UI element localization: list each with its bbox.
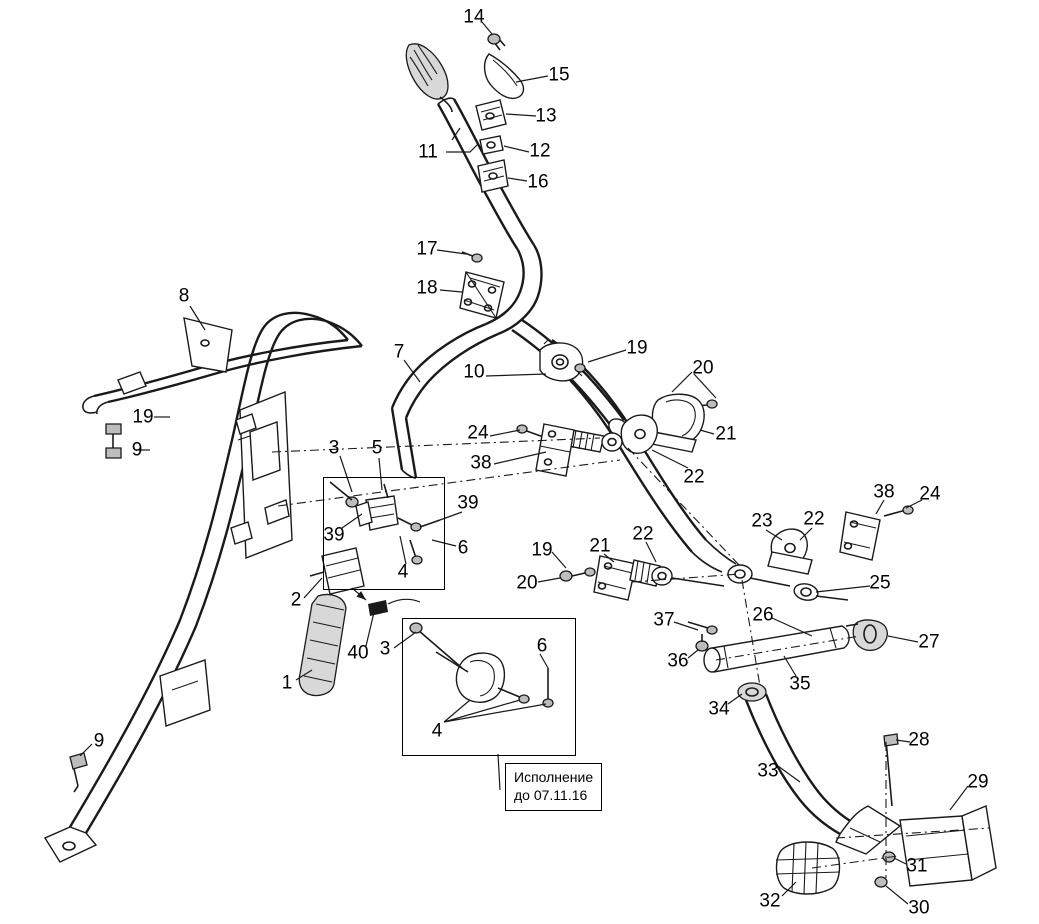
callout-number: 30 bbox=[908, 897, 930, 919]
callout-number: 4 bbox=[431, 720, 443, 742]
callout-number: 12 bbox=[529, 140, 551, 162]
lower-grip bbox=[299, 595, 346, 696]
callout-number: 39 bbox=[457, 492, 479, 514]
callout-number: 20 bbox=[516, 572, 538, 594]
callout-number: 28 bbox=[908, 729, 930, 751]
callout-number: 9 bbox=[131, 439, 143, 461]
inset-frame-early-version bbox=[402, 618, 576, 756]
callout-number: 10 bbox=[463, 361, 485, 383]
callout-number: 8 bbox=[178, 285, 190, 307]
callout-number: 24 bbox=[467, 422, 489, 444]
callout-number: 35 bbox=[789, 673, 811, 695]
top-controls bbox=[446, 34, 523, 192]
callout-number: 7 bbox=[393, 341, 405, 363]
callout-number: 6 bbox=[457, 537, 469, 559]
callout-number: 32 bbox=[759, 890, 781, 912]
callout-number: 33 bbox=[757, 760, 779, 782]
callout-number: 38 bbox=[470, 452, 492, 474]
callout-number: 24 bbox=[919, 483, 941, 505]
callout-number: 26 bbox=[752, 604, 774, 626]
version-note-line2: до 07.11.16 bbox=[514, 786, 588, 803]
callout-number: 19 bbox=[531, 539, 553, 561]
callout-number: 3 bbox=[328, 437, 340, 459]
callout-number: 19 bbox=[132, 406, 154, 428]
callout-number: 21 bbox=[589, 535, 611, 557]
callout-number: 37 bbox=[653, 609, 675, 631]
callout-number: 18 bbox=[416, 277, 438, 299]
callout-number: 16 bbox=[527, 171, 549, 193]
hydraulic-cylinder bbox=[688, 620, 887, 672]
callout-number: 23 bbox=[751, 510, 773, 532]
callout-number: 34 bbox=[708, 698, 730, 720]
callout-number: 15 bbox=[548, 64, 570, 86]
callout-number: 39 bbox=[323, 524, 345, 546]
callout-number: 1 bbox=[281, 672, 293, 694]
callout-number: 22 bbox=[683, 466, 705, 488]
callout-number: 40 bbox=[347, 642, 369, 664]
callout-number: 2 bbox=[290, 589, 302, 611]
left-guard-frame bbox=[45, 313, 362, 862]
callout-number: 17 bbox=[416, 238, 438, 260]
version-note bbox=[505, 763, 602, 811]
callout-number: 36 bbox=[667, 650, 689, 672]
upper-clamp bbox=[460, 252, 504, 318]
callout-number: 6 bbox=[536, 635, 548, 657]
callout-number: 22 bbox=[803, 508, 825, 530]
callout-number: 25 bbox=[869, 572, 891, 594]
version-note-line1: Исполнение bbox=[514, 769, 594, 785]
callout-number: 9 bbox=[93, 730, 105, 752]
callout-number: 38 bbox=[873, 481, 895, 503]
callout-number: 22 bbox=[632, 523, 654, 545]
callout-number: 29 bbox=[967, 771, 989, 793]
callout-number: 4 bbox=[397, 561, 409, 583]
right-cluster bbox=[768, 506, 913, 574]
callout-number: 19 bbox=[626, 337, 648, 359]
callout-number: 3 bbox=[379, 638, 391, 660]
callout-number: 21 bbox=[715, 423, 737, 445]
callout-number: 13 bbox=[535, 105, 557, 127]
callout-number: 11 bbox=[418, 141, 438, 163]
callout-number: 14 bbox=[463, 6, 485, 28]
inset-frame-valve-block bbox=[323, 477, 445, 590]
callout-number: 20 bbox=[692, 357, 714, 379]
callout-number: 31 bbox=[906, 855, 928, 877]
callout-number: 5 bbox=[371, 437, 383, 459]
callout-number: 27 bbox=[918, 631, 940, 653]
